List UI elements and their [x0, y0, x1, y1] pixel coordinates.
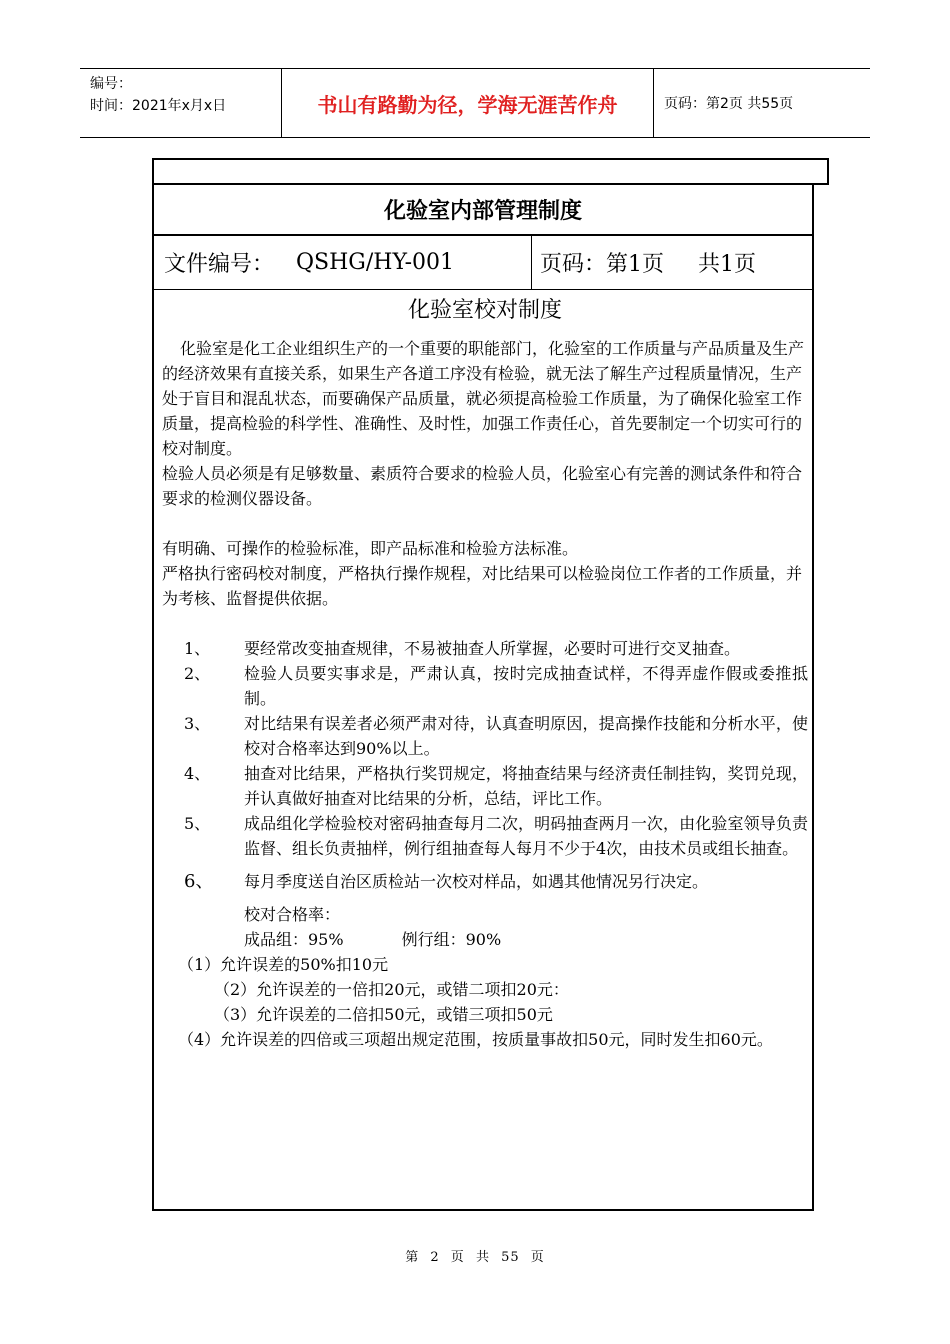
list-item [162, 811, 808, 861]
list-item-text: 检验人员要实事求是，严肃认真，按时完成抽查试样，不得弄虚作假或委推抵制。 [244, 664, 808, 708]
pass-rate-label: 校对合格率： [244, 905, 341, 924]
list-item [162, 761, 808, 811]
list-item-text: 抽查对比结果，严格执行奖罚规定，将抽查结果与经济责任制挂钩，奖罚兑现，并认真做好抽查对比结果的分析，总结，评比工作。 [244, 764, 808, 808]
meta-row [154, 236, 812, 290]
page-label: 页码：第1页 [540, 252, 664, 277]
pass-rate-values [162, 927, 808, 952]
section-title: 化验室校对制度 [407, 298, 562, 323]
document-body [162, 292, 808, 1052]
pass-rate-routine: 例行组：90% [401, 930, 502, 949]
list-item [162, 711, 808, 761]
penalty-rule: （3）允许误差的二倍扣50元，或错三项扣50元 [214, 1005, 553, 1024]
file-number-cell [154, 236, 532, 289]
list-item [162, 636, 808, 661]
page-header [80, 68, 870, 138]
list-item-text: 每月季度送自治区质检站一次校对样品，如遇其他情况另行决定。 [244, 872, 709, 891]
list-item-text: 要经常改变抽查规律，不易被抽查人所掌握，必要时可进行交叉抽查。 [244, 639, 741, 658]
standard-paragraph: 有明确、可操作的检验标准，即产品标准和检验方法标准。 [162, 539, 579, 558]
list-item-number: 4、 [184, 764, 211, 783]
intro-paragraph: 检验人员必须是有足够数量、素质符合要求的检验人员，化验室心有完善的测试条件和符合要求的检测仪器设备。 [162, 464, 803, 508]
header-page-info: 页码：第2页 共55页 [664, 96, 794, 112]
penalty-rule: （4）允许误差的四倍或三项超出规定范围，按质量事故扣50元，同时发生扣60元。 [178, 1030, 773, 1049]
pass-rate-finished: 成品组：95% [244, 930, 344, 949]
file-number-label: 文件编号： [164, 252, 275, 277]
list-item-number: 1、 [184, 639, 211, 658]
penalty-rule: （1）允许误差的50%扣10元 [178, 955, 389, 974]
list-item-number: 3、 [184, 714, 211, 733]
footer-total-pages: 55 [501, 1250, 520, 1265]
header-left [80, 69, 282, 137]
list-item-text: 成品组化学检验校对密码抽查每月二次，明码抽查两月一次，由化验室领导负责监督、组长负责抽样，例行组抽查每人每月不少于4次，由技术员或组长抽查。 [244, 814, 808, 858]
list-item-number: 5、 [184, 814, 211, 833]
penalty-rule: （2）允许误差的一倍扣20元，或错二项扣20元： [214, 980, 569, 999]
number-label: 编号： [90, 76, 132, 92]
page-footer [0, 1246, 950, 1265]
file-number: QSHG/HY-001 [296, 250, 455, 275]
list-item-text: 对比结果有误差者必须严肃对待，认真查明原因，提高操作技能和分析水平，使校对合格率达到90%以上。 [244, 714, 808, 758]
frame-top-bar [152, 158, 829, 185]
footer-text: 页 [450, 1250, 465, 1265]
header-slogan: 书山有路勤为径，学海无涯苦作舟 [282, 69, 654, 137]
footer-text: 页 [530, 1250, 545, 1265]
document-frame [152, 184, 814, 1211]
footer-page-number: 2 [430, 1250, 440, 1265]
document-title: 化验室内部管理制度 [154, 184, 812, 236]
total-label: 共1页 [698, 252, 756, 277]
footer-text: 共 [475, 1250, 490, 1265]
list-item [162, 661, 808, 711]
list-item [162, 869, 808, 894]
date-line: 时间：2021年x月x日 [90, 98, 227, 114]
intro-paragraph: 化验室是化工企业组织生产的一个重要的职能部门，化验室的工作质量与产品质量及生产的经济效果有直接关系，如果生产各道工序没有检验，就无法了解生产过程质量情况，生产处于盲目和混乱状态，而要确保产品质量，就必须提高检验工作质量，为了确保化验室工作质量，提高检验的科学性、准确性、及时性，加强工作责任心，首先要制定一个切实可行的校对制度。 [162, 339, 805, 458]
footer-text: 第 [405, 1250, 420, 1265]
page-count-cell [532, 236, 812, 289]
list-item-number: 2、 [184, 664, 211, 683]
list-item-number: 6、 [184, 871, 214, 892]
standard-paragraph: 严格执行密码校对制度，严格执行操作规程，对比结果可以检验岗位工作者的工作质量，并为考核、监督提供依据。 [162, 564, 803, 608]
